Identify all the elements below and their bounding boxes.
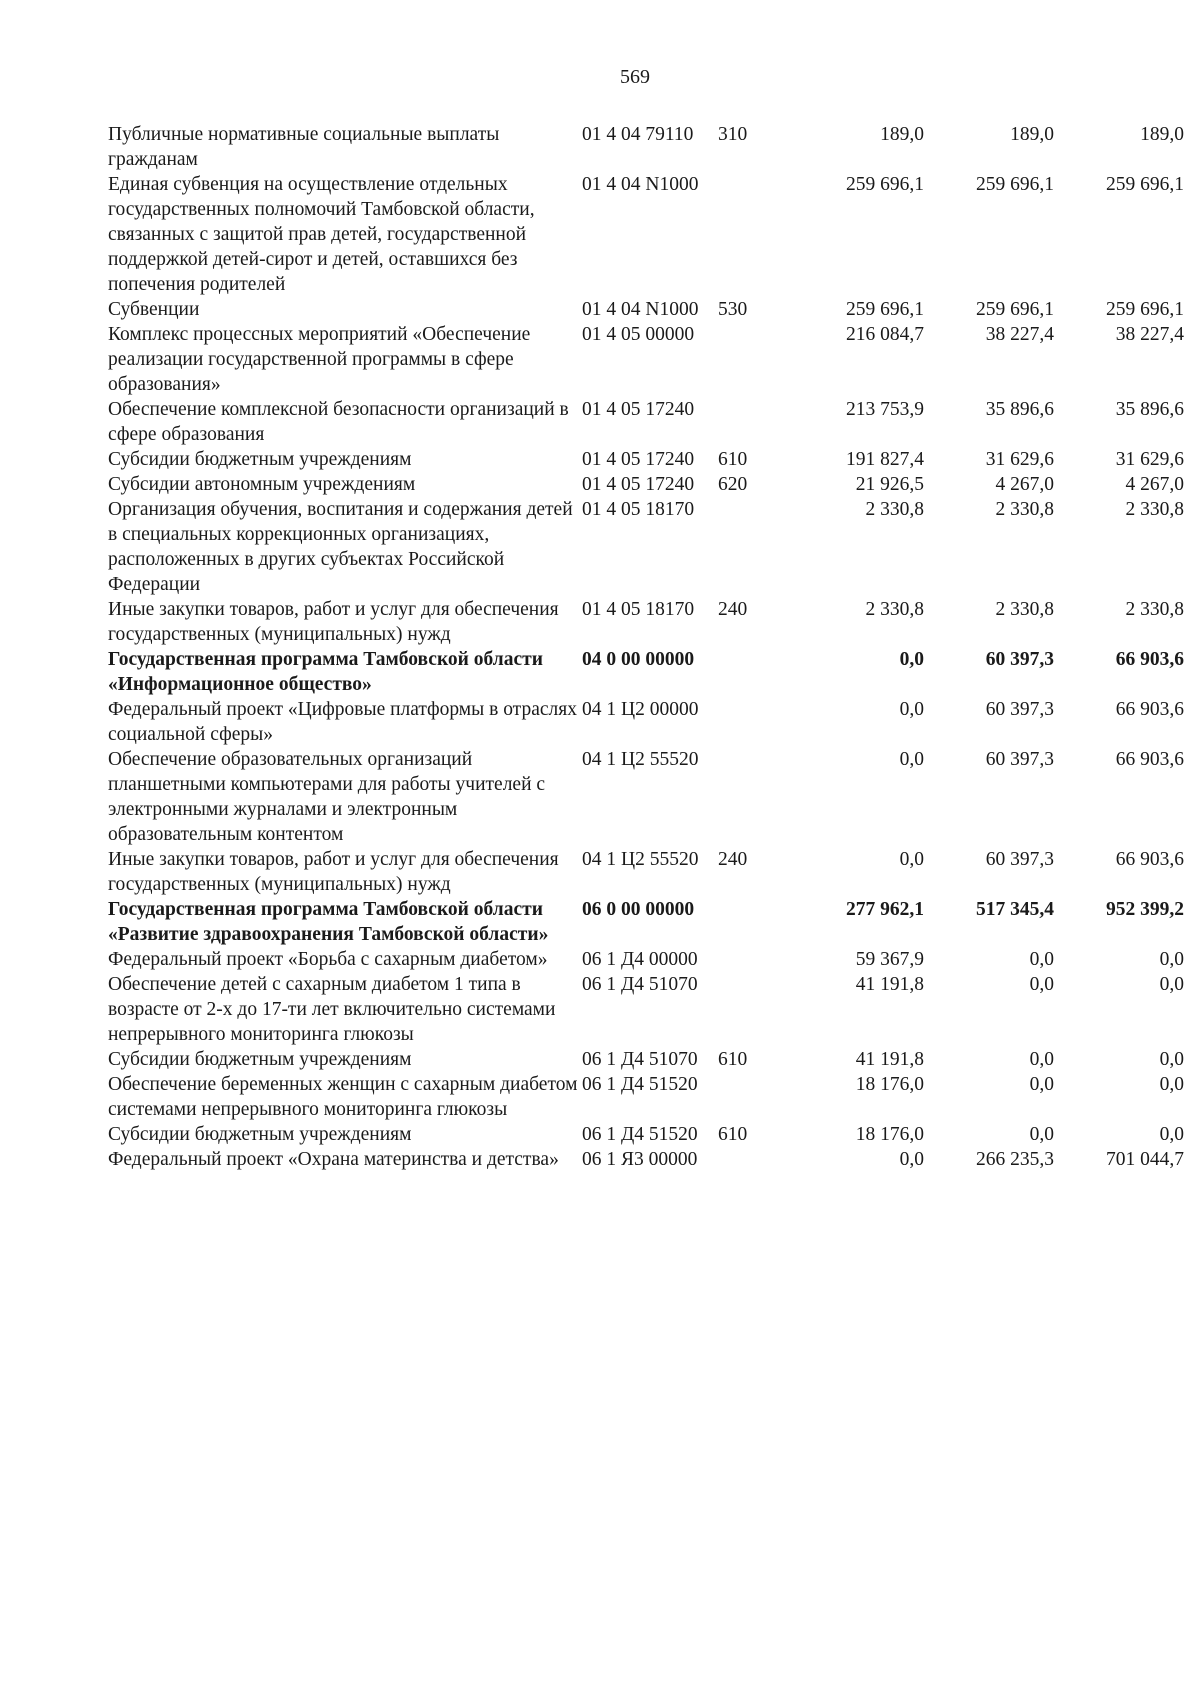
row-value-year-1: 21 926,5 (855, 474, 924, 495)
row-code: 01 4 05 00000 (582, 324, 695, 345)
row-value-year-1: 18 176,0 (855, 1074, 924, 1095)
row-expense-type: 610 (718, 449, 748, 470)
row-name: Иные закупки товаров, работ и услуг для обеспечения государственных (муниципальных) нужд (108, 599, 559, 645)
row-value-year-3: 2 330,8 (1125, 599, 1184, 620)
row-expense-type (718, 897, 776, 947)
row-value-year-3: 31 629,6 (1115, 449, 1184, 470)
row-value-year-3: 0,0 (1159, 1124, 1184, 1145)
table-row (108, 472, 1184, 497)
row-value-year-2: 259 696,1 (976, 299, 1054, 320)
table-row (108, 597, 1184, 647)
row-name: Федеральный проект «Борьба с сахарным диабетом» (108, 949, 548, 970)
row-value-year-2: 0,0 (1029, 1074, 1054, 1095)
row-name: Иные закупки товаров, работ и услуг для обеспечения государственных (муниципальных) нужд (108, 849, 559, 895)
row-expense-type: 620 (718, 474, 748, 495)
row-value-year-1: 0,0 (899, 1149, 924, 1170)
row-expense-type (718, 697, 776, 747)
row-name: Субсидии бюджетным учреждениям (108, 1049, 412, 1070)
row-value-year-1: 213 753,9 (846, 399, 924, 420)
row-value-year-3: 0,0 (1159, 974, 1184, 995)
row-name: Обеспечение детей с сахарным диабетом 1 типа в возрасте от 2-х до 17-ти лет включительно системами непрерывного мониторинга глюкозы (108, 974, 556, 1045)
row-expense-type (718, 972, 776, 1047)
row-value-year-2: 60 397,3 (985, 699, 1054, 720)
row-value-year-3: 189,0 (1140, 124, 1184, 145)
row-value-year-2: 0,0 (1029, 974, 1054, 995)
row-value-year-2: 38 227,4 (985, 324, 1054, 345)
row-value-year-1: 2 330,8 (865, 599, 924, 620)
row-value-year-3: 35 896,6 (1115, 399, 1184, 420)
row-code: 04 1 Ц2 00000 (582, 699, 699, 720)
row-value-year-2: 0,0 (1029, 1049, 1054, 1070)
row-name: Обеспечение образовательных организаций планшетными компьютерами для работы учителей с электронными журналами и электронным образовательным контентом (108, 749, 546, 845)
row-name: Организация обучения, воспитания и содержания детей в специальных коррекционных организациях, расположенных в других субъектах Российской Федерации (108, 499, 573, 595)
table-row (108, 497, 1184, 597)
table-row (108, 1047, 1184, 1072)
table-row (108, 172, 1184, 297)
row-name: Государственная программа Тамбовской области «Информационное общество» (108, 649, 543, 695)
row-value-year-2: 31 629,6 (985, 449, 1054, 470)
row-expense-type: 240 (718, 849, 748, 870)
row-code: 04 1 Ц2 55520 (582, 749, 699, 770)
row-name: Комплекс процессных мероприятий «Обеспечение реализации государственной программы в сфере образования» (108, 324, 531, 395)
row-value-year-3: 0,0 (1159, 1074, 1184, 1095)
row-value-year-1: 189,0 (880, 124, 924, 145)
row-value-year-3: 701 044,7 (1106, 1149, 1184, 1170)
row-value-year-2: 517 345,4 (976, 899, 1054, 920)
row-value-year-1: 41 191,8 (855, 974, 924, 995)
row-code: 01 4 05 18170 (582, 599, 695, 620)
table-row (108, 322, 1184, 397)
row-value-year-1: 0,0 (899, 699, 924, 720)
table-row (108, 947, 1184, 972)
row-value-year-2: 60 397,3 (985, 749, 1054, 770)
row-value-year-1: 191 827,4 (846, 449, 924, 470)
row-value-year-2: 259 696,1 (976, 174, 1054, 195)
row-code: 06 1 Д4 51520 (582, 1124, 698, 1145)
table-row (108, 122, 1184, 172)
row-value-year-3: 259 696,1 (1106, 299, 1184, 320)
row-value-year-1: 216 084,7 (846, 324, 924, 345)
row-name: Федеральный проект «Охрана материнства и детства» (108, 1149, 559, 1170)
row-code: 01 4 04 N1000 (582, 299, 699, 320)
row-value-year-2: 35 896,6 (985, 399, 1054, 420)
table-row (108, 697, 1184, 747)
row-value-year-2: 0,0 (1029, 1124, 1054, 1145)
row-name: Обеспечение комплексной безопасности организаций в сфере образования (108, 399, 569, 445)
row-value-year-2: 60 397,3 (985, 849, 1054, 870)
row-value-year-3: 952 399,2 (1106, 899, 1184, 920)
row-name: Субсидии бюджетным учреждениям (108, 1124, 412, 1145)
budget-table (108, 122, 1184, 1172)
row-name: Субвенции (108, 299, 200, 320)
row-name: Субсидии бюджетным учреждениям (108, 449, 412, 470)
row-value-year-2: 2 330,8 (995, 599, 1054, 620)
row-code: 06 1 Я3 00000 (582, 1149, 698, 1170)
row-name: Субсидии автономным учреждениям (108, 474, 416, 495)
row-expense-type: 530 (718, 299, 748, 320)
row-expense-type (718, 397, 776, 447)
row-value-year-1: 0,0 (899, 749, 924, 770)
row-value-year-1: 259 696,1 (846, 299, 924, 320)
row-expense-type (718, 1147, 776, 1172)
row-value-year-3: 2 330,8 (1125, 499, 1184, 520)
row-value-year-3: 38 227,4 (1115, 324, 1184, 345)
row-code: 01 4 05 18170 (582, 499, 695, 520)
row-value-year-1: 0,0 (899, 849, 924, 870)
table-row (108, 897, 1184, 947)
row-code: 06 1 Д4 51070 (582, 974, 698, 995)
table-row (108, 847, 1184, 897)
table-row (108, 1122, 1184, 1147)
page-number: 569 (620, 66, 650, 88)
row-code: 06 1 Д4 51070 (582, 1049, 698, 1070)
row-code: 06 0 00 00000 (582, 899, 695, 920)
row-expense-type: 610 (718, 1124, 748, 1145)
row-value-year-1: 0,0 (899, 649, 924, 670)
row-value-year-1: 2 330,8 (865, 499, 924, 520)
table-row (108, 297, 1184, 322)
row-code: 01 4 05 17240 (582, 399, 695, 420)
row-name: Обеспечение беременных женщин с сахарным диабетом системами непрерывного мониторинга глюкозы (108, 1074, 578, 1120)
row-name: Единая субвенция на осуществление отдельных государственных полномочий Тамбовской области, связанных с защитой прав детей, государственной поддержкой детей-сирот и детей, оставшихся без попечения родителей (108, 174, 535, 295)
row-expense-type (718, 647, 776, 697)
row-code: 06 1 Д4 00000 (582, 949, 698, 970)
row-value-year-1: 18 176,0 (855, 1124, 924, 1145)
row-expense-type: 310 (718, 124, 748, 145)
row-expense-type (718, 1072, 776, 1122)
row-value-year-2: 266 235,3 (976, 1149, 1054, 1170)
row-value-year-2: 2 330,8 (995, 499, 1054, 520)
table-row (108, 747, 1184, 847)
row-value-year-3: 66 903,6 (1115, 699, 1184, 720)
row-value-year-1: 41 191,8 (855, 1049, 924, 1070)
row-name: Федеральный проект «Цифровые платформы в отраслях социальной сферы» (108, 699, 577, 745)
row-value-year-2: 189,0 (1010, 124, 1054, 145)
table-row (108, 447, 1184, 472)
row-value-year-1: 277 962,1 (846, 899, 924, 920)
row-expense-type (718, 322, 776, 397)
row-code: 01 4 05 17240 (582, 449, 695, 470)
row-value-year-3: 4 267,0 (1125, 474, 1184, 495)
row-value-year-2: 4 267,0 (995, 474, 1054, 495)
row-value-year-2: 0,0 (1029, 949, 1054, 970)
row-code: 04 0 00 00000 (582, 649, 695, 670)
row-value-year-1: 59 367,9 (855, 949, 924, 970)
row-value-year-3: 259 696,1 (1106, 174, 1184, 195)
row-code: 01 4 05 17240 (582, 474, 695, 495)
row-expense-type (718, 172, 776, 297)
row-code: 04 1 Ц2 55520 (582, 849, 699, 870)
row-name: Публичные нормативные социальные выплаты гражданам (108, 124, 500, 170)
row-name: Государственная программа Тамбовской области «Развитие здравоохранения Тамбовской области» (108, 899, 549, 945)
row-value-year-3: 66 903,6 (1115, 749, 1184, 770)
row-expense-type (718, 747, 776, 847)
table-row (108, 972, 1184, 1047)
row-expense-type: 610 (718, 1049, 748, 1070)
table-row (108, 1072, 1184, 1122)
row-code: 06 1 Д4 51520 (582, 1074, 698, 1095)
table-row (108, 1147, 1184, 1172)
row-value-year-3: 66 903,6 (1115, 649, 1184, 670)
row-value-year-3: 0,0 (1159, 949, 1184, 970)
row-expense-type: 240 (718, 599, 748, 620)
row-expense-type (718, 947, 776, 972)
row-expense-type (718, 497, 776, 597)
row-code: 01 4 04 N1000 (582, 174, 699, 195)
table-row (108, 647, 1184, 697)
row-value-year-1: 259 696,1 (846, 174, 924, 195)
budget-table-body (108, 122, 1184, 1172)
table-row (108, 397, 1184, 447)
row-value-year-3: 66 903,6 (1115, 849, 1184, 870)
row-value-year-3: 0,0 (1159, 1049, 1184, 1070)
row-value-year-2: 60 397,3 (985, 649, 1054, 670)
row-code: 01 4 04 79110 (582, 124, 694, 145)
